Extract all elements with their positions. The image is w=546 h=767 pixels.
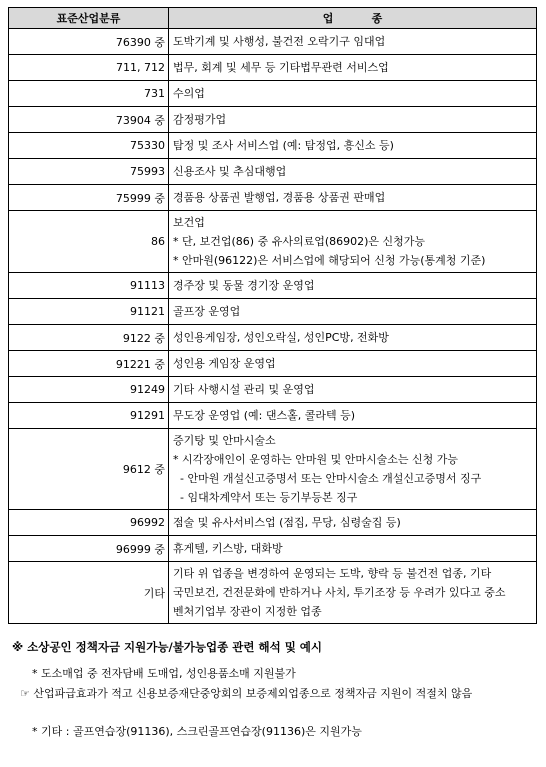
industry-description-cell [169, 377, 537, 403]
notes-section [8, 636, 537, 742]
industry-description-cell [169, 562, 537, 624]
industry-code-cell: 91113 [9, 273, 169, 299]
industry-description-cell [169, 299, 537, 325]
industry-code-cell: 9612 중 [9, 429, 169, 510]
industry-code-cell: 96992 [9, 510, 169, 536]
table-row [9, 536, 537, 562]
table-row [9, 351, 537, 377]
table-row [9, 159, 537, 185]
description-line: 골프장 운영업 [173, 305, 241, 318]
note-wholesale-line: * 도소매업 중 전자담배 도매업, 성인용품소매 지원불가 [32, 667, 296, 680]
industry-code-cell: 75999 중 [9, 185, 169, 211]
industry-code-cell: 기타 [9, 562, 169, 624]
description-line: 무도장 운영업 (예: 댄스홀, 콜라텍 등) [173, 409, 356, 422]
description-line: 증기탕 및 안마시술소 [173, 434, 276, 447]
description-line: 경주장 및 동물 경기장 운영업 [173, 279, 315, 292]
table-row [9, 325, 537, 351]
description-line: 수의업 [173, 87, 205, 100]
header-industry-type: 업 종 [169, 8, 537, 29]
table-row [9, 29, 537, 55]
description-line: - 안마원 개설신고증명서 또는 안마시술소 개설신고증명서 징구 [173, 472, 482, 485]
description-line: 성인용게임장, 성인오락실, 성인PC방, 전화방 [173, 331, 389, 344]
industry-description-cell [169, 325, 537, 351]
industry-code-cell: 86 [9, 211, 169, 273]
industry-description-cell [169, 185, 537, 211]
document [8, 7, 537, 742]
industry-code-cell: 91121 [9, 299, 169, 325]
industry-code-cell: 91249 [9, 377, 169, 403]
description-line: 국민보건, 건전문화에 반하거나 사치, 투기조장 등 우려가 있다고 중소 [173, 586, 506, 599]
description-line: 신용조사 및 추심대행업 [173, 165, 287, 178]
description-line: 감정평가업 [173, 113, 227, 126]
excluded-industry-table [8, 7, 537, 624]
note-reason-line: ☞ 산업파급효과가 적고 신용보증재단중앙회의 보증제외업종으로 정책자금 지원이 적절치 않음 [20, 687, 473, 700]
industry-description-cell [169, 429, 537, 510]
table-row [9, 211, 537, 273]
table-row [9, 185, 537, 211]
industry-description-cell [169, 273, 537, 299]
description-line: 기타 위 업종을 변경하여 운영되는 도박, 향락 등 불건전 업종, 기타 [173, 567, 492, 580]
industry-code-cell: 75993 [9, 159, 169, 185]
table-row [9, 55, 537, 81]
description-line: 기타 사행시설 관리 및 운영업 [173, 383, 315, 396]
industry-code-cell: 76390 중 [9, 29, 169, 55]
industry-code-cell: 73904 중 [9, 107, 169, 133]
industry-code-cell: 9122 중 [9, 325, 169, 351]
industry-description-cell [169, 81, 537, 107]
industry-description-cell [169, 133, 537, 159]
description-line: 성인용 게임장 운영업 [173, 357, 276, 370]
description-line: * 안마원(96122)은 서비스업에 해당되어 신청 가능(통계청 기준) [173, 254, 486, 267]
table-body [9, 29, 537, 624]
table-row [9, 299, 537, 325]
description-line: - 임대차계약서 또는 등기부등본 징구 [173, 491, 358, 504]
description-line: 탐정 및 조사 서비스업 (예: 탐정업, 흥신소 등) [173, 139, 394, 152]
description-line: 점술 및 유사서비스업 (점집, 무당, 심령술집 등) [173, 516, 401, 529]
description-line: 보건업 [173, 216, 205, 229]
description-line: 도박기계 및 사행성, 불건전 오락기구 임대업 [173, 35, 386, 48]
description-line: * 단, 보건업(86) 중 유사의료업(86902)은 신청가능 [173, 235, 426, 248]
table-row [9, 133, 537, 159]
notes-title: ※ 소상공인 정책자금 지원가능/불가능업종 관련 해석 및 예시 [12, 640, 323, 654]
table-row [9, 429, 537, 510]
industry-description-cell [169, 403, 537, 429]
table-row [9, 273, 537, 299]
description-line: 벤처기업부 장관이 지정한 업종 [173, 605, 322, 618]
industry-description-cell [169, 510, 537, 536]
industry-code-cell: 91221 중 [9, 351, 169, 377]
industry-description-cell [169, 55, 537, 81]
table-row [9, 81, 537, 107]
table-row [9, 107, 537, 133]
description-line: 경품용 상품권 발행업, 경품용 상품권 판매업 [173, 191, 386, 204]
industry-code-cell: 91291 [9, 403, 169, 429]
industry-code-cell: 731 [9, 81, 169, 107]
industry-description-cell [169, 29, 537, 55]
table-row [9, 562, 537, 624]
description-line: 휴게텔, 키스방, 대화방 [173, 542, 283, 555]
industry-description-cell [169, 536, 537, 562]
industry-description-cell [169, 351, 537, 377]
table-row [9, 510, 537, 536]
note-golf-line: * 기타 : 골프연습장(91136), 스크린골프연습장(91136)은 지원가능 [32, 725, 362, 738]
industry-description-cell [169, 211, 537, 273]
industry-code-cell: 96999 중 [9, 536, 169, 562]
description-line: * 시각장애인이 운영하는 안마원 및 안마시술소는 신청 가능 [173, 453, 458, 466]
industry-description-cell [169, 107, 537, 133]
table-row [9, 377, 537, 403]
industry-description-cell [169, 159, 537, 185]
header-industry-code: 표준산업분류 [9, 8, 169, 29]
table-row [9, 403, 537, 429]
industry-code-cell: 75330 [9, 133, 169, 159]
table-header-row [9, 8, 537, 29]
description-line: 법무, 회계 및 세무 등 기타법무관련 서비스업 [173, 61, 389, 74]
industry-code-cell: 711, 712 [9, 55, 169, 81]
